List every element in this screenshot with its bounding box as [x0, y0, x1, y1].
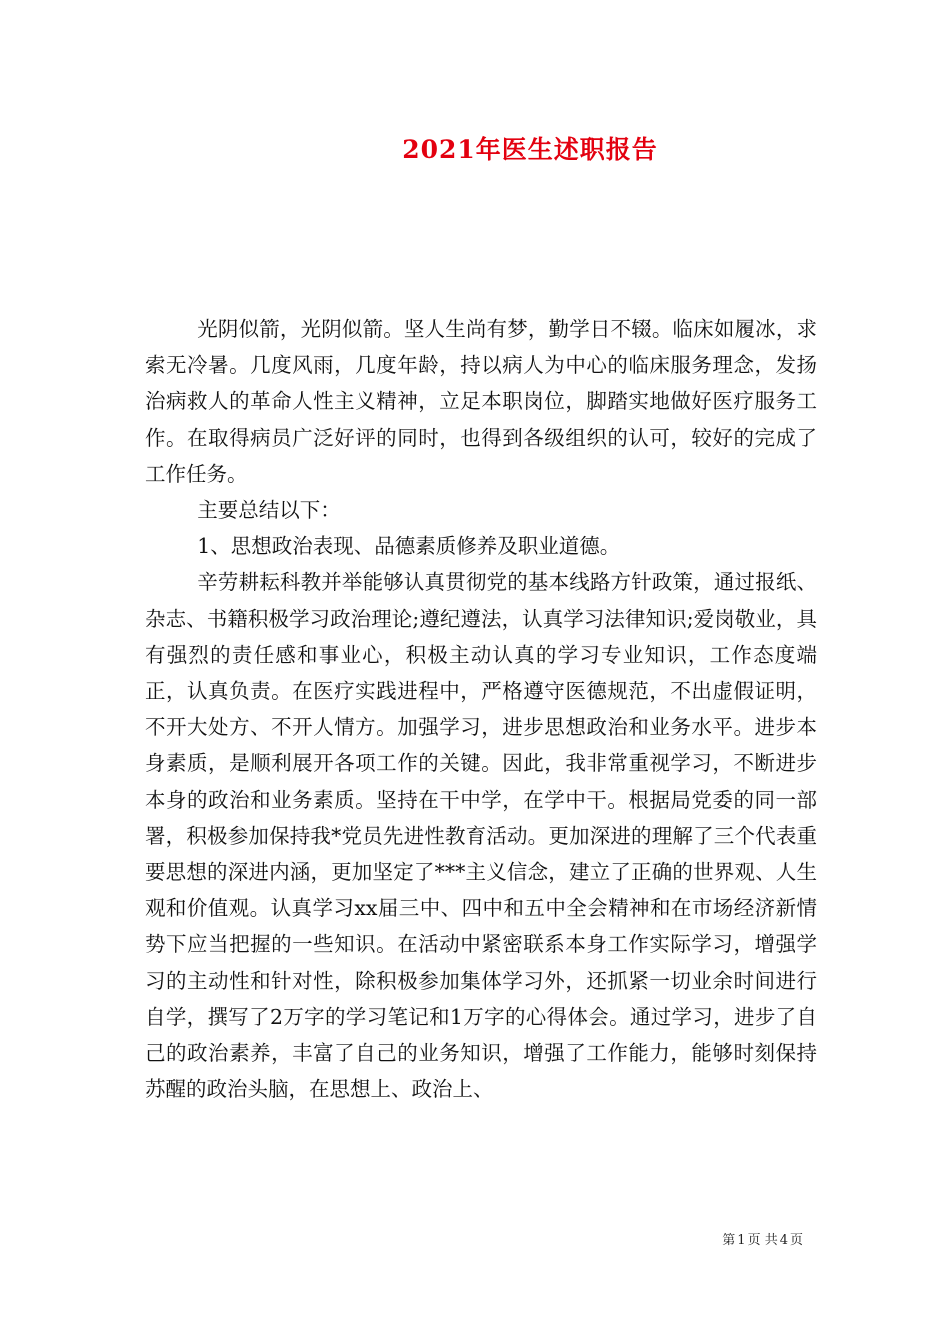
footer-page-number: 1: [737, 1233, 746, 1248]
footer-prefix: 第: [722, 1233, 736, 1248]
paragraph-section-heading: 1、思想政治表现、品德素质修养及职业道德。: [197, 534, 621, 559]
footer-suffix: 页: [789, 1233, 803, 1248]
document-body: [145, 311, 817, 1107]
paragraph-section-body: 辛劳耕耘科教并举能够认真贯彻党的基本线路方针政策，通过报纸、杂志、书籍积极学习政治理论;遵纪遵法，认真学习法律知识;爱岗敬业，具有强烈的责任感和事业心，积极主动认真的学习专业知识，工作态度端正，认真负责。在医疗实践进程中，严格遵守医德规范，不出虚假证明，不开大处方、不开人情方。加强学习，进步思想政治和业务水平。进步本身素质，是顺利展开各项工作的关键。因此，我非常重视学习，不断进步本身的政治和业务素质。坚持在干中学，在学中干。根据局党委的同一部署，积极参加保持我*党员先进性教育活动。更加深进的理解了三个代表重要思想的深进内涵，更加坚定了***主义信念，建立了正确的世界观、人生观和价值观。认真学习xx届三中、四中和五中全会精神和在市场经济新情势下应当把握的一些知识。在活动中紧密联系本身工作实际学习，增强学习的主动性和针对性，除积极参加集体学习外，还抓紧一切业余时间进行自学，撰写了2万字的学习笔记和1万字的心得体会。通过学习，进步了自己的政治素养，丰富了自己的业务知识，增强了工作能力，能够时刻保持苏醒的政治头脑，在思想上、政治上、: [145, 570, 817, 1102]
paragraph-summary-lead: 主要总结以下：: [197, 498, 341, 523]
page-footer: [721, 1229, 804, 1248]
footer-middle: 页 共: [747, 1233, 778, 1248]
document-title: 2021年医生述职报告: [402, 135, 658, 164]
footer-total-pages: 4: [779, 1233, 788, 1248]
paragraph-intro: 光阴似箭，光阴似箭。坚人生尚有梦，勤学日不辍。临床如履冰，求索无冷暑。几度风雨，几度年龄，持以病人为中心的临床服务理念，发扬治病救人的革命人性主义精神，立足本职岗位，脚踏实地做好医疗服务工作。在取得病员广泛好评的同时，也得到各级组织的认可，较好的完成了工作任务。: [145, 317, 817, 486]
